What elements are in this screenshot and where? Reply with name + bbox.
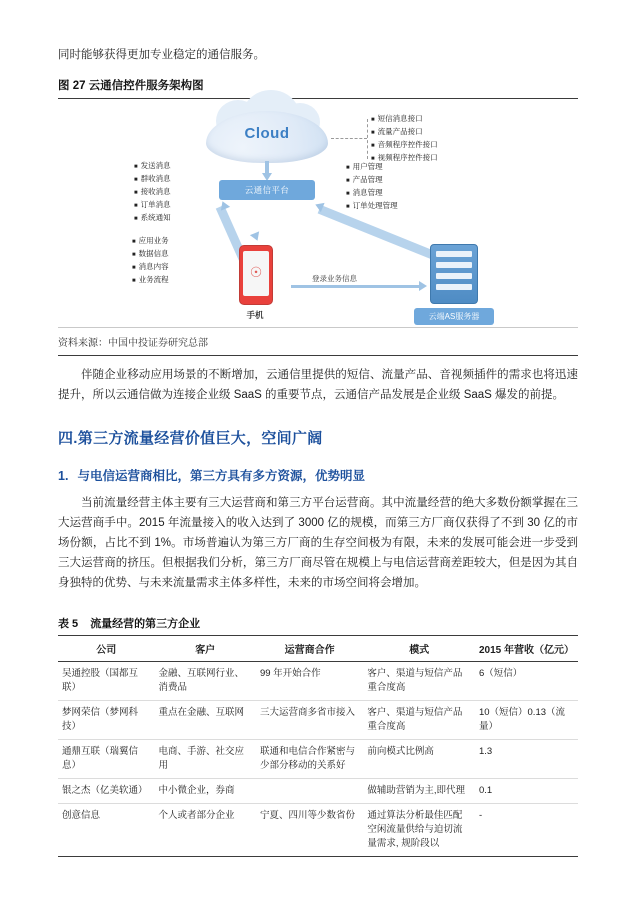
- legend-item: ■ 接收消息: [134, 186, 171, 199]
- cell-model: 客户、渠道与短信产品重合度高: [363, 662, 475, 701]
- cell-company: 银之杰（亿美软通）: [58, 779, 154, 804]
- login-business-caption: 登录业务信息: [312, 274, 357, 283]
- cell-customer: 个人或者部分企业: [154, 804, 255, 857]
- legend-item: ■ 产品管理: [346, 174, 398, 187]
- cloud-shape: [206, 111, 328, 163]
- cloud-legend-connector: [331, 138, 367, 139]
- column-header-revenue: 2015 年营收（亿元）: [475, 636, 578, 662]
- legend-item: ■ 消息管理: [346, 187, 398, 200]
- figure-title: 图 27 云通信控件服务架构图: [58, 77, 578, 99]
- cell-company: 通鼎互联（瑞翼信息）: [58, 740, 154, 779]
- application-legend-phone: [132, 235, 169, 287]
- phone-server-line: [291, 285, 421, 288]
- subsection-heading: [58, 466, 578, 484]
- legend-item: ■ 系统通知: [134, 212, 171, 225]
- phone-screen: [243, 251, 269, 296]
- cloud-label: Cloud: [244, 125, 290, 142]
- cell-model: 做辅助营销为主,即代理: [363, 779, 475, 804]
- architecture-diagram: [59, 105, 577, 323]
- cloud-server-icon: [430, 244, 478, 304]
- cell-model: 通过算法分析最佳匹配空闲流量供给与迫切流量需求, 规阶段以: [363, 804, 475, 857]
- cell-revenue: 6（短信）: [475, 662, 578, 701]
- table-row: [58, 779, 578, 804]
- table-header-row: [58, 636, 578, 662]
- server-slot: [436, 273, 472, 279]
- cloud-legend-bracket: [367, 119, 368, 159]
- legend-item: ■ 视频程序控件接口: [371, 152, 438, 165]
- server-slot: [436, 284, 472, 290]
- figure-container: [58, 99, 578, 328]
- table-row: [58, 740, 578, 779]
- server-slot: [436, 262, 472, 268]
- legend-item: ■ 用户管理: [346, 161, 398, 174]
- cell-customer: 金融、互联网行业、消费品: [154, 662, 255, 701]
- legend-item: ■ 音频程序控件接口: [371, 139, 438, 152]
- column-header-cooperation: 运营商合作: [256, 636, 363, 662]
- legend-item: ■ 订单消息: [134, 199, 171, 212]
- paragraph-2: 当前流量经营主体主要有三大运营商和第三方平台运营商。其中流量经营的绝大多数份额掌握在三大运营商手中。2015 年流量接入的收入达到了 3000 亿的规模，而第三方厂商仅获得了不到 30 亿的市场份额，占比不到 1%。市场普遍认为第三方厂商的生存空间极为有限，未来的发展可能会进一步受到三大运营商的挤压。但根据我们分析，第三方厂商尽管在规模上与电信运营商差距较大，但是因为其自身独特的优势、与未来流量需求主体多样性，未来的市场空间将会增加。: [58, 497, 578, 589]
- server-slot: [436, 251, 472, 257]
- cell-cooperation: 联通和电信合作紧密与少部分移动的关系好: [256, 740, 363, 779]
- cell-company: 梦网荣信（梦网科技）: [58, 701, 154, 740]
- cell-cooperation: 三大运营商多省市接入: [256, 701, 363, 740]
- figure-source: 资料来源：中国中投证券研究总部: [58, 328, 578, 356]
- message-legend-left: [134, 160, 171, 225]
- paragraph-1: 伴随企业移动应用场景的不断增加，云通信里提供的短信、流量产品、音视频插件的需求也将迅速提升，所以云通信做为连接企业级 SaaS 的重要节点，云通信产品发展是企业级 SaaS 爆发的前提。: [58, 369, 578, 401]
- platform-label: 云通信平台: [244, 185, 290, 195]
- cell-cooperation: 99 年开始合作: [256, 662, 363, 701]
- phone-label: 手机: [246, 310, 264, 320]
- legend-item: ■ 业务流程: [132, 274, 169, 287]
- cell-revenue: 10（短信）0.13（流量）: [475, 701, 578, 740]
- table-row: [58, 701, 578, 740]
- table-row: [58, 804, 578, 857]
- legend-item: ■ 流量产品接口: [371, 126, 438, 139]
- intro-sentence: 同时能够获得更加专业稳定的通信服务。: [58, 49, 265, 61]
- table-number: 表 5: [58, 618, 79, 630]
- column-header-company: 公司: [58, 636, 154, 662]
- platform-phone-arrow: [250, 231, 262, 242]
- cell-company: 吴通控股（国都互联）: [58, 662, 154, 701]
- legend-item: ■ 订单处理管理: [346, 200, 398, 213]
- phone-platform-arrow: [218, 199, 230, 210]
- table-title: [58, 615, 578, 631]
- cell-cooperation: 宁夏、四川等少数省份: [256, 804, 363, 857]
- column-header-customer: 客户: [154, 636, 255, 662]
- cell-model: 前向模式比例高: [363, 740, 475, 779]
- server-label: 云端AS服务器: [414, 308, 494, 325]
- cell-model: 客户、渠道与短信产品重合度高: [363, 701, 475, 740]
- cell-revenue: 0.1: [475, 779, 578, 804]
- cell-revenue: -: [475, 804, 578, 857]
- cloud-communication-platform: [219, 180, 315, 200]
- table-caption: 流量经营的第三方企业: [90, 618, 201, 630]
- legend-item: ■ 数据信息: [132, 248, 169, 261]
- platform-server-connector: [318, 205, 436, 260]
- section-heading: 四.第三方流量经营价值巨大，空间广阔: [58, 430, 323, 447]
- cell-company: 创意信息: [58, 804, 154, 857]
- legend-item: ■ 群收消息: [134, 173, 171, 186]
- subsection-title: 与电信运营商相比，第三方具有多方资源，优势明显: [77, 469, 365, 483]
- legend-item: ■ 消息内容: [132, 261, 169, 274]
- table-row: [58, 662, 578, 701]
- column-header-model: 模式: [363, 636, 475, 662]
- cell-customer: 重点在金融、互联网: [154, 701, 255, 740]
- cell-cooperation: [256, 779, 363, 804]
- phone-server-arrow: [419, 281, 427, 291]
- legend-item: ■ 应用业务: [132, 235, 169, 248]
- cell-revenue: 1.3: [475, 740, 578, 779]
- subsection-number: 1.: [58, 469, 69, 483]
- cell-customer: 电商、手游、社交应用: [154, 740, 255, 779]
- phone-app-glyph: ☉: [249, 264, 263, 280]
- management-legend-right: [346, 161, 398, 213]
- mobile-phone-icon: [239, 245, 273, 305]
- legend-item: ■ 发送消息: [134, 160, 171, 173]
- third-party-traffic-table: [58, 635, 578, 857]
- cloud-interface-legend: [371, 113, 438, 165]
- cell-customer: 中小微企业，券商: [154, 779, 255, 804]
- legend-item: ■ 短信消息接口: [371, 113, 438, 126]
